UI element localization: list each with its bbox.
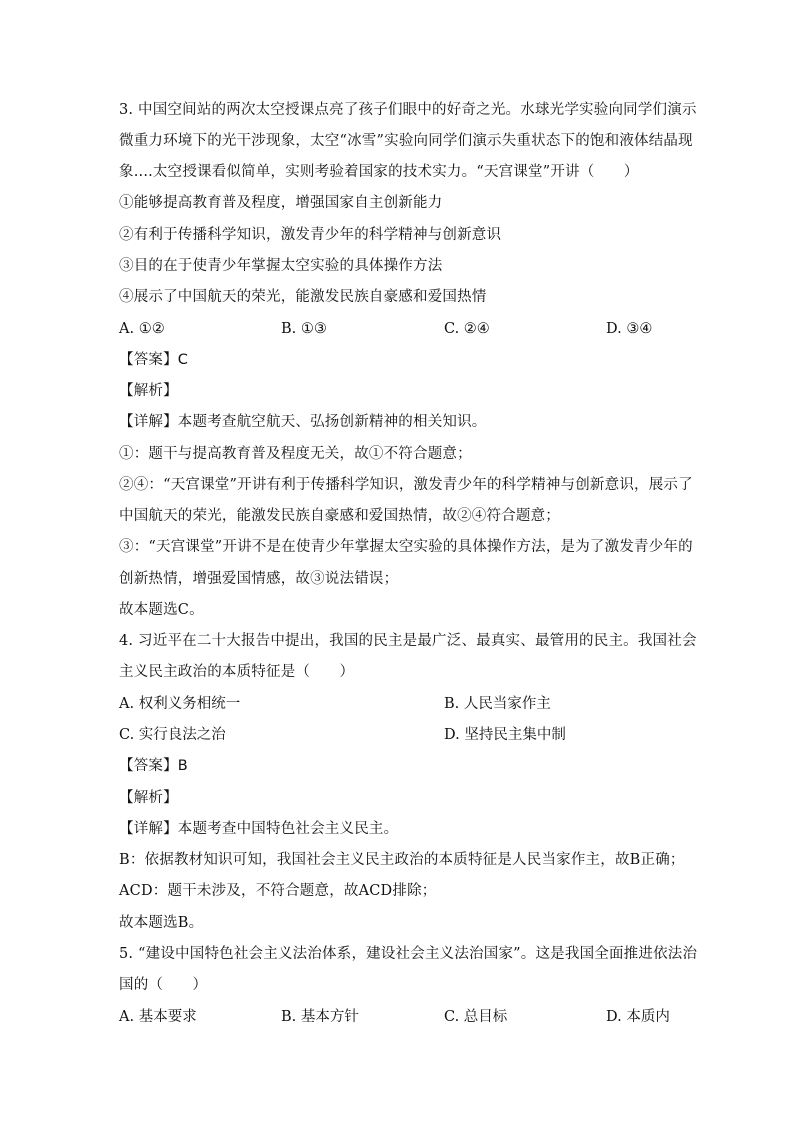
q3-statement-4: ④展示了中国航天的荣光，能激发民族自豪感和爱国热情	[119, 289, 487, 305]
q5-option-a: A. 基本要求	[119, 1009, 197, 1025]
q3-stem-line-1: 3. 中国空间站的两次太空授课点亮了孩子们眼中的好奇之光。水球光学实验向同学们演示	[119, 102, 697, 118]
q3-analysis-label: 【解析】	[119, 383, 178, 399]
q4-option-c: C. 实行良法之治	[119, 727, 226, 743]
q3-option-c: C. ②④	[444, 321, 490, 337]
q3-explain-5: 创新热情，增强爱国情感，故③说法错误；	[119, 571, 399, 587]
q3-explain-3: 中国航天的荣光，能激发民族自豪感和爱国热情，故②④符合题意；	[119, 508, 560, 524]
q5-stem-line-1: 5. “建设中国特色社会主义法治体系，建设社会主义法治国家”。这是我国全面推进依法治	[119, 946, 698, 962]
q5-option-b: B. 基本方针	[281, 1009, 359, 1025]
q3-statement-3: ③目的在于使青少年掌握太空实验的具体操作方法	[119, 258, 443, 274]
q4-explain-2: ACD：题干未涉及，不符合题意，故ACD排除；	[119, 883, 437, 899]
q3-explain-4: ③：“天宫课堂”开讲不是在使青少年掌握太空实验的具体操作方法，是为了激发青少年的	[119, 539, 693, 555]
q3-statement-1: ①能够提高教育普及程度，增强国家自主创新能力	[119, 195, 443, 211]
q3-option-b: B. ①③	[281, 321, 327, 337]
q4-option-d: D. 坚持民主集中制	[444, 727, 566, 743]
q3-explain-1: ①：题干与提高教育普及程度无关，故①不符合题意；	[119, 446, 472, 462]
q5-option-d: D. 本质内	[606, 1009, 670, 1025]
q3-answer: 【答案】C	[119, 352, 189, 368]
q3-stem-line-2: 微重力环境下的光干涉现象，太空“冰雪”实验向同学们演示失重状态下的饱和液体结晶现	[119, 133, 693, 149]
q3-detail: 【详解】本题考查航空航天、弘扬创新精神的相关知识。	[119, 414, 487, 430]
q4-stem-line-1: 4. 习近平在二十大报告中提出，我国的民主是最广泛、最真实、最管用的民主。我国社会	[119, 633, 697, 649]
q3-stem-line-3: 象....太空授课看似简单，实则考验着国家的技术实力。“天宫课堂”开讲（ ）	[119, 164, 639, 180]
q3-option-d: D. ③④	[606, 321, 653, 337]
q4-explain-1: B：依据教材知识可知，我国社会主义民主政治的本质特征是人民当家作主，故B正确；	[119, 852, 685, 868]
q4-stem-line-2: 主义民主政治的本质特征是（ ）	[119, 664, 355, 680]
q3-statement-2: ②有利于传播科学知识，激发青少年的科学精神与创新意识	[119, 227, 502, 243]
q4-explain-3: 故本题选B。	[119, 915, 204, 931]
q5-option-c: C. 总目标	[444, 1009, 508, 1025]
q3-option-a: A. ①②	[119, 321, 165, 337]
q4-detail: 【详解】本题考查中国特色社会主义民主。	[119, 821, 399, 837]
q3-explain-2: ②④：“天宫课堂”开讲有利于传播科学知识，激发青少年的科学精神与创新意识，展示了	[119, 477, 693, 493]
q4-option-a: A. 权利义务相统一	[119, 696, 241, 712]
q4-analysis-label: 【解析】	[119, 790, 178, 806]
q4-answer: 【答案】B	[119, 758, 188, 774]
q4-option-b: B. 人民当家作主	[444, 696, 551, 712]
q5-stem-line-2: 国的（ ）	[119, 977, 208, 993]
q3-explain-6: 故本题选C。	[119, 602, 204, 618]
